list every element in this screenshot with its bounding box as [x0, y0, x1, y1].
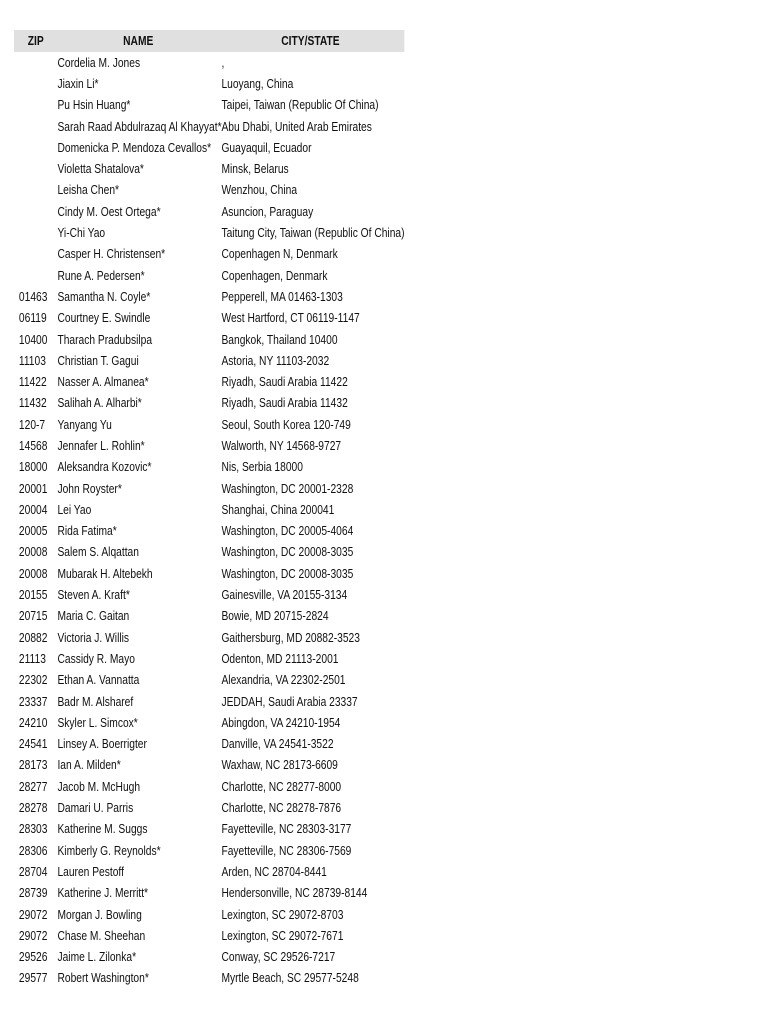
table-row	[14, 265, 404, 286]
name-cell: Robert Washington*	[57, 971, 149, 986]
table-row	[14, 222, 404, 243]
zip-cell: 18000	[18, 460, 48, 475]
table-row	[14, 606, 404, 627]
name-cell: Rune A. Pedersen*	[57, 268, 145, 283]
name-cell: Morgan J. Bowling	[57, 907, 142, 922]
city-state-cell: Abu Dhabi, United Arab Emirates	[221, 119, 372, 134]
name-cell: Christian T. Gagui	[57, 353, 139, 368]
zip-cell: 20005	[18, 524, 48, 539]
city-state-cell: Shanghai, China 200041	[221, 502, 335, 517]
name-cell: Courtney E. Swindle	[57, 311, 151, 326]
table-row	[14, 308, 404, 329]
name-cell: Ethan A. Vannatta	[57, 673, 140, 688]
name-cell: Jiaxin Li*	[57, 76, 99, 91]
name-cell: Jacob M. McHugh	[57, 779, 141, 794]
city-state-cell: Arden, NC 28704-8441	[221, 864, 327, 879]
name-cell: Lauren Pestoff	[57, 864, 124, 879]
name-cell: Kimberly G. Reynolds*	[57, 843, 161, 858]
zip-cell: 20008	[18, 545, 48, 560]
name-cell: Cassidy R. Mayo	[57, 651, 135, 666]
table-row	[14, 371, 404, 392]
city-state-cell: Taipei, Taiwan (Republic Of China)	[221, 98, 379, 113]
name-cell: Steven A. Kraft*	[57, 588, 130, 603]
zip-cell: 20715	[18, 609, 48, 624]
city-state-cell: Odenton, MD 21113-2001	[221, 651, 339, 666]
city-state-cell: ,	[221, 55, 225, 70]
table-row	[14, 755, 404, 776]
name-cell: Nasser A. Almanea*	[57, 375, 149, 390]
zip-cell: 28277	[18, 779, 48, 794]
zip-cell: 11432	[18, 396, 47, 411]
city-state-cell: Minsk, Belarus	[221, 162, 289, 177]
zip-cell: 28303	[18, 822, 48, 837]
table-row	[14, 478, 404, 499]
city-state-cell: JEDDAH, Saudi Arabia 23337	[221, 694, 358, 709]
city-state-cell: Asuncion, Paraguay	[221, 204, 314, 219]
table-row	[14, 499, 404, 520]
roster-table	[14, 30, 404, 989]
zip-cell: 10400	[18, 332, 48, 347]
table-row	[14, 734, 404, 755]
table-row	[14, 712, 404, 733]
name-cell: Samantha N. Coyle*	[57, 289, 151, 304]
zip-cell: 20882	[18, 630, 48, 645]
city-state-cell: Lexington, SC 29072-7671	[221, 928, 344, 943]
zip-cell: 14568	[18, 438, 48, 453]
table-row	[14, 648, 404, 669]
zip-cell: 21113	[18, 651, 46, 666]
city-state-cell: Gainesville, VA 20155-3134	[221, 588, 348, 603]
city-state-cell: Washington, DC 20008-3035	[221, 566, 354, 581]
table-row	[14, 457, 404, 478]
city-state-cell: Gaithersburg, MD 20882-3523	[221, 630, 360, 645]
zip-cell: 20008	[18, 566, 48, 581]
table-row	[14, 116, 404, 137]
table-row	[14, 797, 404, 818]
city-state-cell: Bangkok, Thailand 10400	[221, 332, 338, 347]
city-state-cell: Washington, DC 20008-3035	[221, 545, 354, 560]
name-cell: Mubarak H. Altebekh	[57, 566, 153, 581]
zip-cell: 28173	[18, 758, 48, 773]
table-row	[14, 73, 404, 94]
city-state-cell: Charlotte, NC 28278-7876	[221, 801, 342, 816]
name-cell: Tharach Pradubsilpa	[57, 332, 153, 347]
city-state-cell: Pepperell, MA 01463-1303	[221, 289, 343, 304]
table-row	[14, 584, 404, 605]
zip-cell: 28739	[18, 886, 48, 901]
city-state-cell: Luoyang, China	[221, 76, 294, 91]
zip-cell: 24541	[18, 737, 48, 752]
zip-cell: 20155	[18, 588, 48, 603]
name-cell: Katherine J. Merritt*	[57, 886, 149, 901]
zip-cell: 29526	[18, 950, 48, 965]
name-cell: Linsey A. Boerrigter	[57, 737, 147, 752]
city-state-cell: Seoul, South Korea 120-749	[221, 417, 351, 432]
zip-cell: 06119	[18, 311, 47, 326]
zip-cell: 20001	[18, 481, 48, 496]
table-row	[14, 670, 404, 691]
name-cell: Jennafer L. Rohlin*	[57, 438, 145, 453]
table-row	[14, 52, 404, 73]
name-cell: Violetta Shatalova*	[57, 162, 144, 177]
name-cell: Cordelia M. Jones	[57, 55, 141, 70]
name-cell: Domenicka P. Mendoza Cevallos*	[57, 140, 212, 155]
table-row	[14, 946, 404, 967]
city-state-cell: Danville, VA 24541-3522	[221, 737, 334, 752]
name-cell: Badr M. Alsharef	[57, 694, 134, 709]
zip-cell: 29072	[18, 907, 48, 922]
zip-cell: 29072	[18, 928, 48, 943]
zip-cell: 11422	[18, 375, 47, 390]
city-state-cell: Bowie, MD 20715-2824	[221, 609, 329, 624]
table-row	[14, 861, 404, 882]
city-state-column-header: CITY/STATE	[281, 34, 340, 48]
name-column-header: NAME	[123, 34, 154, 48]
table-row	[14, 883, 404, 904]
zip-cell: 29577	[18, 971, 48, 986]
name-cell: Sarah Raad Abdulrazaq Al Khayyat*	[57, 119, 222, 134]
name-cell: Victoria J. Willis	[57, 630, 130, 645]
city-state-cell: Walworth, NY 14568-9727	[221, 438, 342, 453]
name-cell: Lei Yao	[57, 502, 92, 517]
table-row	[14, 925, 404, 946]
table-row	[14, 627, 404, 648]
name-cell: Leisha Chen*	[57, 183, 120, 198]
city-state-cell: Abingdon, VA 24210-1954	[221, 715, 341, 730]
name-cell: Rida Fatima*	[57, 524, 117, 539]
zip-cell: 11103	[18, 353, 46, 368]
table-row	[14, 329, 404, 350]
city-state-cell: Astoria, NY 11103-2032	[221, 353, 330, 368]
table-row	[14, 244, 404, 265]
name-cell: Casper H. Christensen*	[57, 247, 166, 262]
zip-cell: 22302	[18, 673, 48, 688]
name-cell: Yi-Chi Yao	[57, 226, 106, 241]
table-row	[14, 350, 404, 371]
table-header	[14, 30, 404, 52]
city-state-cell: Myrtle Beach, SC 29577-5248	[221, 971, 359, 986]
city-state-cell: Waxhaw, NC 28173-6609	[221, 758, 338, 773]
table-row	[14, 968, 404, 989]
city-state-cell: Hendersonville, NC 28739-8144	[221, 886, 368, 901]
table-row	[14, 393, 404, 414]
name-cell: Pu Hsin Huang*	[57, 98, 131, 113]
city-state-cell: Fayetteville, NC 28303-3177	[221, 822, 352, 837]
name-cell: Yanyang Yu	[57, 417, 112, 432]
table-row	[14, 819, 404, 840]
table-row	[14, 776, 404, 797]
table-body	[14, 52, 404, 989]
name-cell: Cindy M. Oest Ortega*	[57, 204, 161, 219]
name-cell: Aleksandra Kozovic*	[57, 460, 152, 475]
name-cell: John Royster*	[57, 481, 122, 496]
city-state-cell: Riyadh, Saudi Arabia 11432	[221, 396, 348, 411]
city-state-cell: Conway, SC 29526-7217	[221, 950, 336, 965]
table-row	[14, 158, 404, 179]
table-row	[14, 435, 404, 456]
city-state-cell: Charlotte, NC 28277-8000	[221, 779, 342, 794]
zip-cell: 120-7	[18, 417, 46, 432]
table-row	[14, 95, 404, 116]
table-row	[14, 137, 404, 158]
city-state-cell: Washington, DC 20005-4064	[221, 524, 354, 539]
city-state-cell: Riyadh, Saudi Arabia 11422	[221, 375, 348, 390]
name-cell: Skyler L. Simcox*	[57, 715, 138, 730]
city-state-cell: Taitung City, Taiwan (Republic Of China)	[221, 226, 405, 241]
zip-cell: 01463	[18, 289, 48, 304]
city-state-cell: West Hartford, CT 06119-1147	[221, 311, 360, 326]
city-state-cell: Lexington, SC 29072-8703	[221, 907, 344, 922]
name-cell: Ian A. Milden*	[57, 758, 121, 773]
name-cell: Katherine M. Suggs	[57, 822, 148, 837]
name-cell: Salem S. Alqattan	[57, 545, 139, 560]
city-state-cell: Wenzhou, China	[221, 183, 298, 198]
name-cell: Jaime L. Zilonka*	[57, 950, 137, 965]
name-cell: Chase M. Sheehan	[57, 928, 146, 943]
zip-cell: 28306	[18, 843, 48, 858]
city-state-cell: Alexandria, VA 22302-2501	[221, 673, 346, 688]
name-cell: Salihah A. Alharbi*	[57, 396, 142, 411]
table-row	[14, 521, 404, 542]
city-state-cell: Copenhagen N, Denmark	[221, 247, 338, 262]
zip-cell: 28704	[18, 864, 48, 879]
city-state-cell: Washington, DC 20001-2328	[221, 481, 354, 496]
table-row	[14, 414, 404, 435]
city-state-cell: Copenhagen, Denmark	[221, 268, 328, 283]
name-cell: Damari U. Parris	[57, 801, 134, 816]
table-row	[14, 286, 404, 307]
table-row	[14, 840, 404, 861]
name-cell: Maria C. Gaitan	[57, 609, 130, 624]
zip-cell: 23337	[18, 694, 48, 709]
zip-cell: 20004	[18, 502, 48, 517]
zip-cell: 28278	[18, 801, 48, 816]
city-state-cell: Guayaquil, Ecuador	[221, 140, 312, 155]
zip-cell: 24210	[18, 715, 48, 730]
table-row	[14, 201, 404, 222]
zip-column-header: ZIP	[27, 34, 44, 48]
table-row	[14, 691, 404, 712]
table-row	[14, 180, 404, 201]
table-row	[14, 542, 404, 563]
table-row	[14, 563, 404, 584]
city-state-cell: Nis, Serbia 18000	[221, 460, 303, 475]
city-state-cell: Fayetteville, NC 28306-7569	[221, 843, 352, 858]
table-row	[14, 904, 404, 925]
